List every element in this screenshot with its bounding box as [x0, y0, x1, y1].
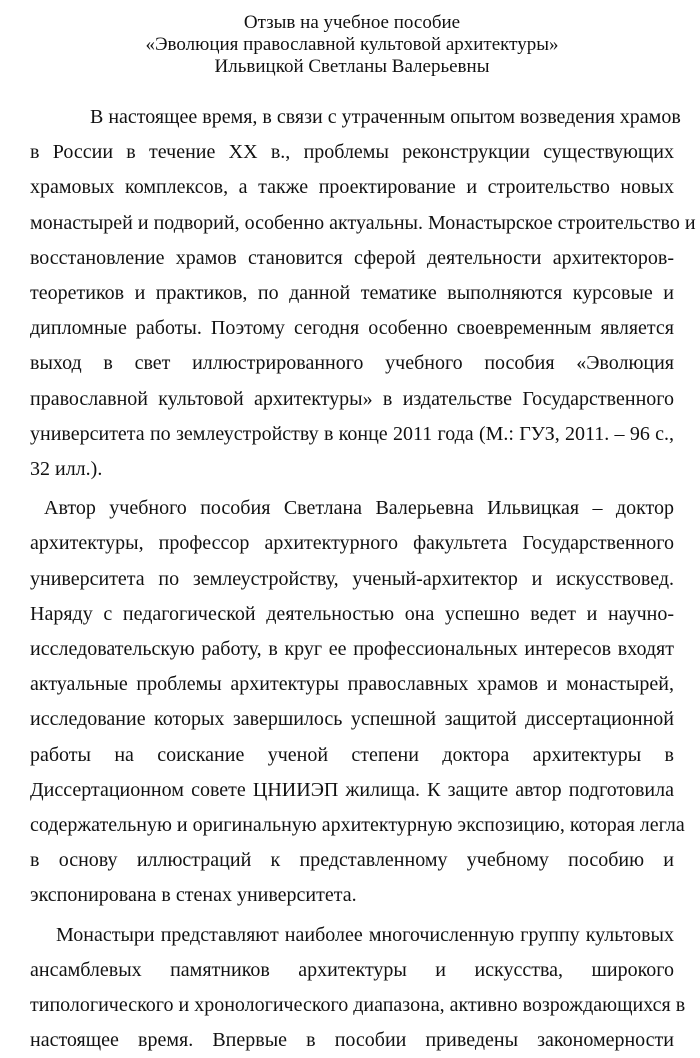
header-line-book-title: «Эволюция православной культовой архитектуры»: [145, 34, 559, 55]
paragraph-line: работы на соискание ученой степени доктора архитектуры в: [30, 743, 674, 766]
paragraph-line: монастырей и подворий, особенно актуальны. Монастырское строительство и: [30, 211, 696, 234]
paragraph-line: университета по землеустройству в конце 2011 года (М.: ГУЗ, 2011. – 96 с.,: [30, 422, 674, 445]
paragraph-line: восстановление храмов становится сферой деятельности архитекторов-: [30, 246, 674, 269]
paragraph-line: теоретиков и практиков, по данной тематике выполняются курсовые и: [30, 282, 674, 305]
paragraph-line: в России в течение XX в., проблемы реконструкции существующих: [30, 141, 674, 164]
paragraph-line: в основу иллюстраций к представленному учебному пособию и: [30, 849, 674, 872]
paragraph-line: актуальные проблемы архитектуры православных храмов и монастырей,: [30, 673, 674, 696]
document-header: [30, 12, 674, 78]
paragraph-line: исследование которых завершилось успешной защитой диссертационной: [30, 708, 674, 731]
paragraph-line: настоящее время. Впервые в пособии приведены закономерности: [30, 1029, 674, 1052]
paragraph-line: Автор учебного пособия Светлана Валерьевна Ильвицкая – доктор: [44, 497, 674, 520]
paragraph-2: [30, 491, 685, 913]
paragraph-line: выход в свет иллюстрированного учебного пособия «Эволюция: [30, 352, 674, 375]
paragraph-line: Монастыри представляют наиболее многочисленную группу культовых: [56, 923, 674, 946]
paragraph-line: экспонирована в стенах университета.: [30, 884, 357, 907]
paragraph-line: 32 илл.).: [30, 458, 103, 481]
paragraph-line: типологического и хронологического диапазона, активно возрождающихся в: [30, 994, 686, 1017]
paragraph-line: В настоящее время, в связи с утраченным опытом возведения храмов: [90, 106, 681, 128]
paragraph-3: [30, 918, 686, 1058]
paragraph-line: храмовых комплексов, а также проектирование и строительство новых: [30, 176, 674, 199]
paragraph-line: дипломные работы. Поэтому сегодня особенно своевременным является: [30, 317, 674, 340]
paragraph-line: ансамблевых памятников архитектуры и искусства, широкого: [30, 958, 674, 981]
header-line-author-name: Ильвицкой Светланы Валерьевны: [214, 56, 490, 77]
paragraph-line: Наряду с педагогической деятельностью она успешно ведет и научно-: [30, 602, 674, 625]
paragraph-1: [30, 100, 696, 487]
paragraph-line: Диссертационном совете ЦНИИЭП жилища. К защите автор подготовила: [30, 778, 674, 801]
paragraph-line: архитектуры, профессор архитектурного факультета Государственного: [30, 532, 674, 555]
header-line-review-title: Отзыв на учебное пособие: [243, 12, 461, 33]
paragraph-line: университета по землеустройству, ученый-архитектор и искусствовед.: [30, 567, 674, 590]
paragraph-line: православной культовой архитектуры» в издательстве Государственного: [30, 387, 674, 410]
paragraph-line: исследовательскую работу, в круг ее профессиональных интересов входят: [30, 638, 674, 661]
paragraph-line: содержательную и оригинальную архитектурную экспозицию, которая легла: [30, 814, 685, 837]
